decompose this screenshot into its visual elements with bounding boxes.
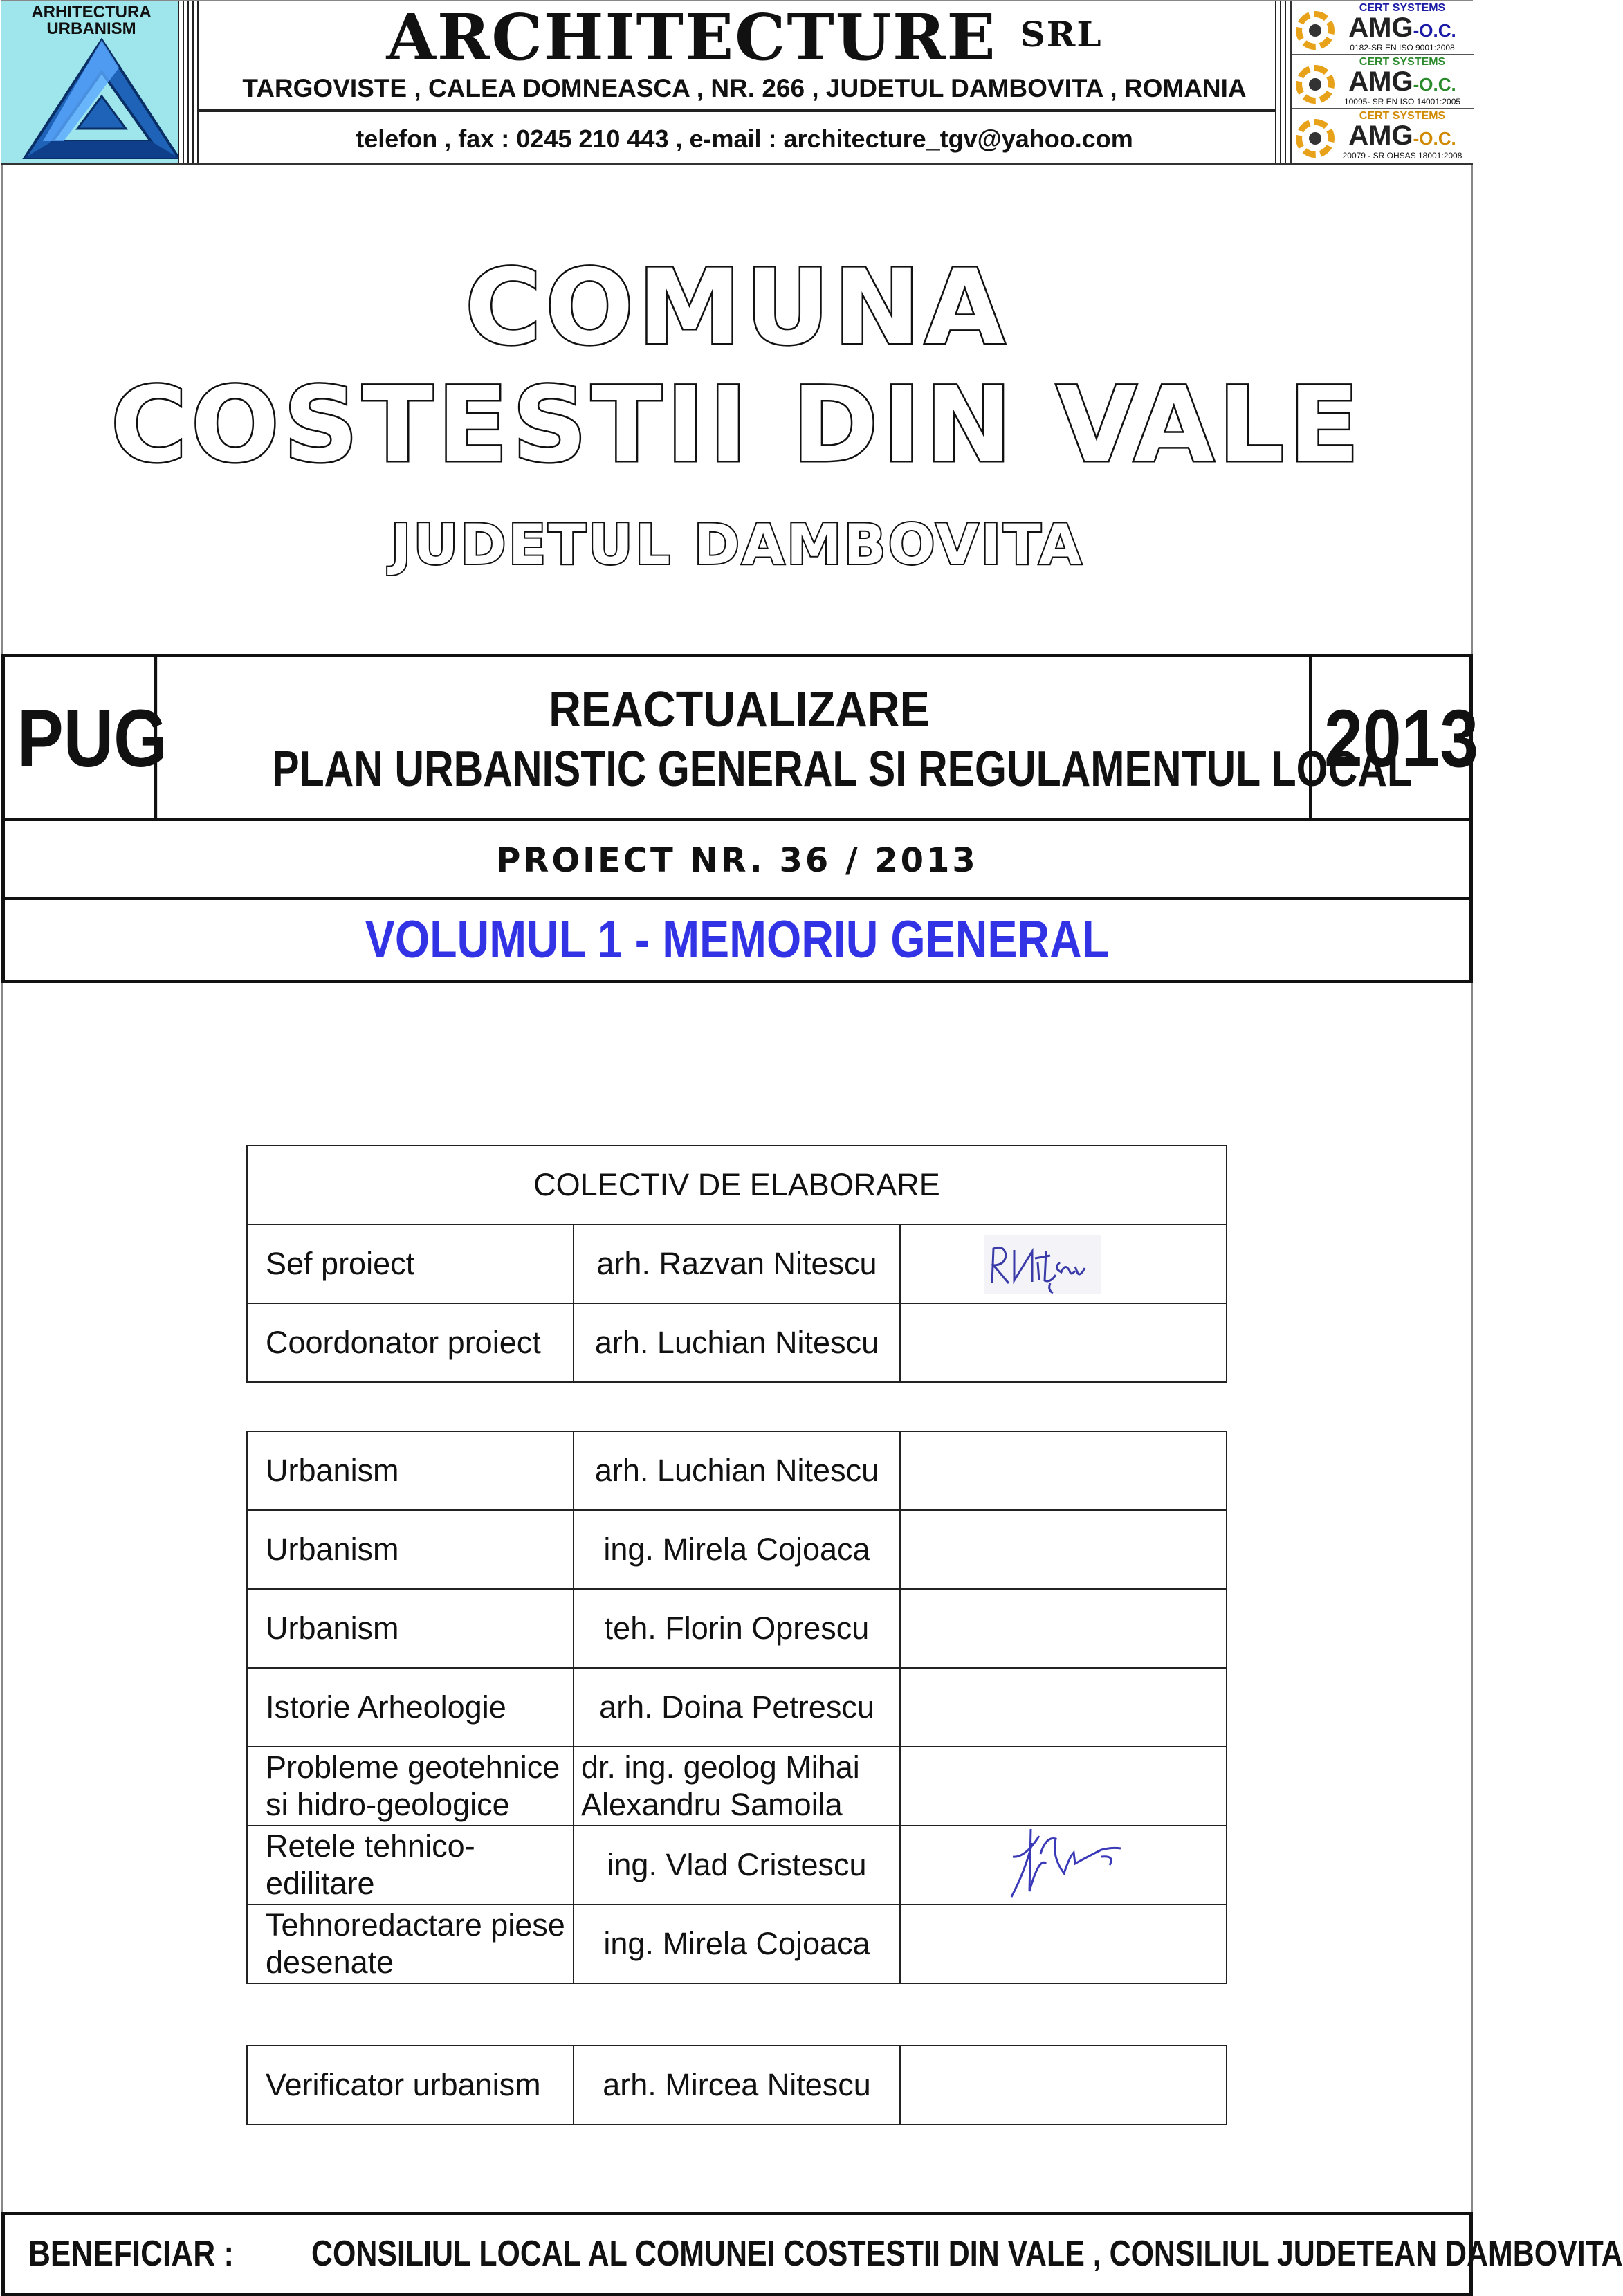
team-leads-table [246,1145,1227,1383]
name-cell: dr. ing. geolog Mihai Alexandru Samoila [574,1747,900,1826]
cert-brand [1333,66,1471,100]
cert-label: CERT SYSTEMS [1359,110,1446,122]
table-row [247,1747,1227,1826]
name-cell: arh. Mircea Nitescu [574,2046,900,2124]
table-row [247,1431,1227,1510]
table-header-row [247,1146,1227,1224]
signature-cell [900,1904,1227,1983]
name-cell: arh. Doina Petrescu [574,1668,900,1747]
company-address: TARGOVISTE , CALEA DOMNEASCA , NR. 266 , JUDETUL DAMBOVITA , ROMANIA [242,74,1247,102]
cert-standard: 20079 - SR OHSAS 18001:2008 [1342,151,1462,160]
beneficiary-label: BENEFICIAR : [28,2234,235,2274]
role-cell: Istorie Arheologie [247,1668,574,1747]
title-county: JUDETUL DAMBOVITA [390,513,1084,577]
role-cell: Tehnoredactare piese desenate [247,1904,574,1983]
company-name [199,1,1290,73]
company-suffix: SRL [1020,14,1103,55]
cert-badge-iso14001 [1292,55,1474,109]
beneficiary-value: CONSILIUL LOCAL AL COMUNEI COSTESTII DIN VALE , CONSILIUL JUDETEAN DAMBOVITA [311,2234,1623,2274]
signature-image [984,1235,1101,1297]
beneficiary-footer [1,2212,1623,2296]
cert-suffix: -O.C. [1413,128,1456,149]
project-heading-line2: PLAN URBANISTIC GENERAL SI REGULAMENTUL LOCAL [272,742,1412,797]
company-logo [1,1,199,163]
role-cell: Sef proiect [247,1224,574,1303]
certifications [1290,1,1473,163]
cert-label: CERT SYSTEMS [1359,56,1446,68]
name-cell: arh. Luchian Nitescu [574,1431,900,1510]
table-row [247,1668,1227,1747]
name-cell: teh. Florin Oprescu [574,1589,900,1668]
cert-suffix: -O.C. [1413,74,1456,95]
table-row [247,1224,1227,1303]
signature-cell [900,1303,1227,1382]
signature-cell [900,1668,1227,1747]
cert-standard: 0182-SR EN ISO 9001:2008 [1350,43,1455,53]
cert-badge-iso9001 [1292,1,1474,55]
project-code: PUG [17,657,157,821]
signature-cell [900,1589,1227,1668]
gear-icon [1296,65,1335,104]
role-cell: Retele tehnico-edilitare [247,1826,574,1904]
project-heading-row [5,657,1479,821]
cert-brand-text: AMG [1348,12,1413,43]
cert-badge-ohsas18001 [1292,109,1474,163]
signature-cell [900,2046,1227,2124]
project-year: 2013 [1324,693,1479,784]
role-cell: Urbanism [247,1431,574,1510]
cert-brand [1333,12,1471,46]
project-block [1,654,1479,983]
verifier-table [246,2045,1227,2125]
name-cell: ing. Mirela Cojoaca [574,1904,900,1983]
cert-standard: 10095- SR EN ISO 14001:2005 [1344,97,1461,107]
table-row [247,2046,1227,2124]
table-row [247,1826,1227,1904]
company-title-block [199,1,1290,112]
project-heading-line1: REACTUALIZARE [549,682,930,737]
title-locality: COSTESTII DIN VALE [111,365,1364,486]
volume-title: VOLUMUL 1 - MEMORIU GENERAL [365,910,1110,969]
team-heading: COLECTIV DE ELABORARE [247,1146,1227,1224]
signature-cell [900,1826,1227,1904]
signature-cell [900,1224,1227,1303]
signature-image [998,1815,1136,1905]
company-name-text: ARCHITECTURE [386,0,997,75]
table-row [247,1589,1227,1668]
role-cell: Verificator urbanism [247,2046,574,2124]
name-cell: arh. Razvan Nitescu [574,1224,900,1303]
name-cell: ing. Vlad Cristescu [574,1826,900,1904]
gear-icon [1296,119,1335,158]
logo-caption-text: ARHITECTURA URBANISM [31,3,152,38]
logo-stripes [178,1,199,163]
team-members-table [246,1431,1227,1984]
company-contact: telefon , fax : 0245 210 443 , e-mail : architecture_tgv@yahoo.com [356,125,1133,153]
header-stripes [1275,1,1290,163]
role-cell: Probleme geotehnice si hidro-geologice [247,1747,574,1826]
gear-icon [1296,11,1335,50]
table-row [247,1510,1227,1589]
role-cell: Urbanism [247,1589,574,1668]
project-number: PROIECT NR. 36 / 2013 [5,821,1469,900]
title-commune: COMUNA [465,248,1009,368]
cert-brand-text: AMG [1348,120,1413,151]
signature-cell [900,1510,1227,1589]
role-cell: Urbanism [247,1510,574,1589]
cert-brand [1333,120,1471,154]
name-cell: arh. Luchian Nitescu [574,1303,900,1382]
cert-label: CERT SYSTEMS [1359,2,1446,14]
role-cell: Coordonator proiect [247,1303,574,1382]
signature-cell [900,1747,1227,1826]
name-cell: ing. Mirela Cojoaca [574,1510,900,1589]
signature-cell [900,1431,1227,1510]
cert-suffix: -O.C. [1413,20,1456,41]
cert-brand-text: AMG [1348,66,1413,97]
logo-caption [1,4,181,37]
triangle-logo-icon [22,37,181,160]
table-row [247,1904,1227,1983]
table-row [247,1303,1227,1382]
